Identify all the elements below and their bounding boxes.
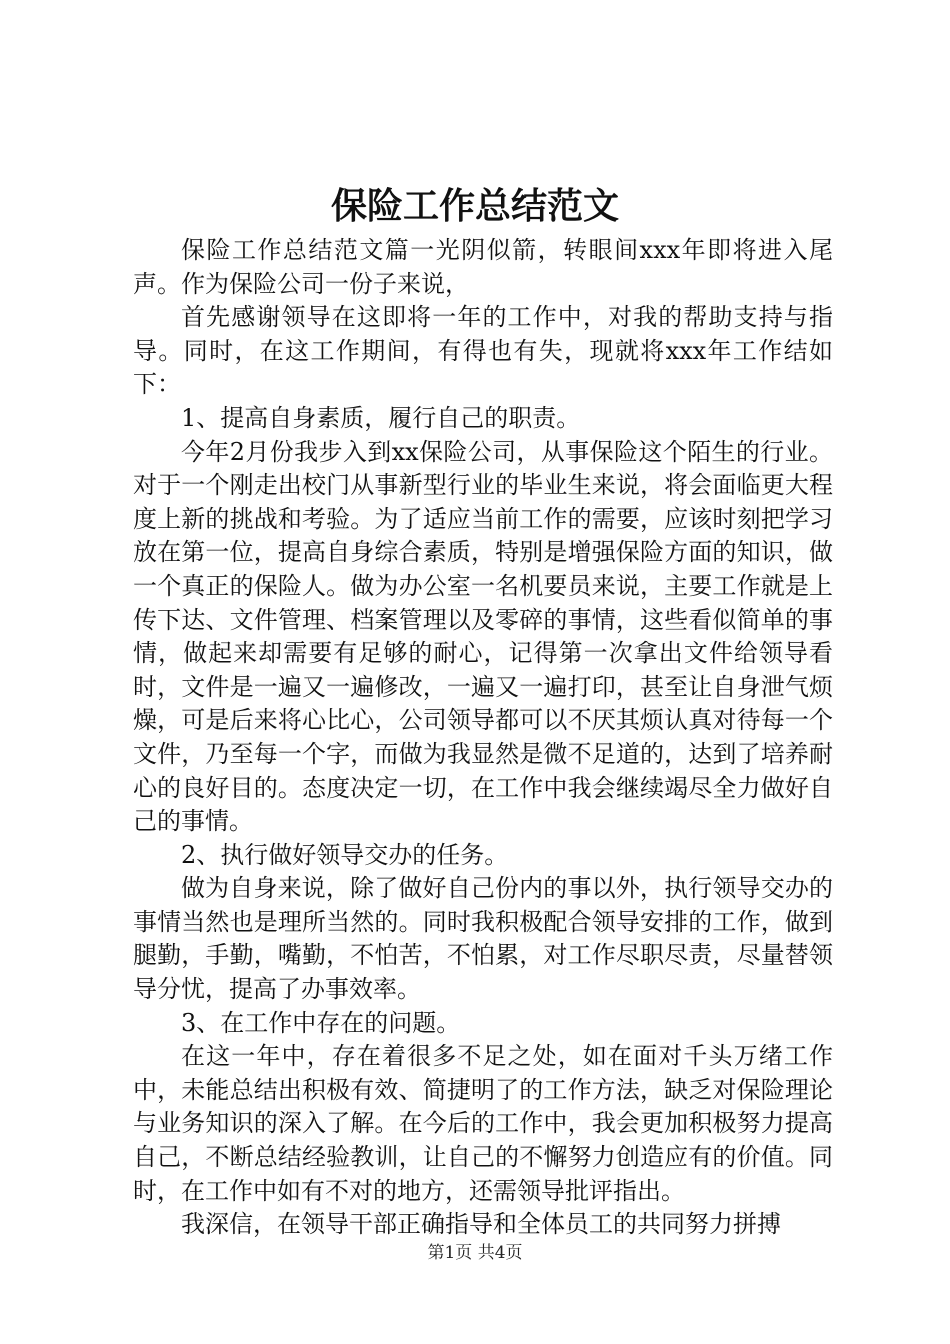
section-heading: 3、在工作中存在的问题。 <box>181 1008 461 1037</box>
section-heading: 1、提高自身素质，履行自己的职责。 <box>181 403 581 432</box>
section-heading: 2、执行做好领导交办的任务。 <box>181 840 509 869</box>
document-title: 保险工作总结范文 <box>330 185 619 227</box>
paragraph: 在这一年中，存在着很多不足之处，如在面对千头万绪工作中，未能总结出积极有效、简捷明了的工作方法，缺乏对保险理论与业务知识的深入了解。在今后的工作中，我会更加积极努力提高自己，不断总结经验教训，让自己的不懈努力创造应有的价值。同时，在工作中如有不对的地方，还需领导批评指出。 <box>133 1042 833 1205</box>
page-number-footer: 第1页 共4页 <box>427 1243 523 1263</box>
document-body <box>133 234 833 1242</box>
paragraph: 今年2月份我步入到xx保险公司，从事保险这个陌生的行业。对于一个刚走出校门从事新型行业的毕业生来说，将会面临更大程度上新的挑战和考验。为了适应当前工作的需要，应该时刻把学习放在第一位，提高自身综合素质，特别是增强保险方面的知识，做一个真正的保险人。做为办公室一名机要员来说，主要工作就是上传下达、文件管理、档案管理以及零碎的事情，这些看似简单的事情，做起来却需要有足够的耐心，记得第一次拿出文件给领导看时，文件是一遍又一遍修改，一遍又一遍打印，甚至让自身泄气烦燥，可是后来将心比心，公司领导都可以不厌其烦认真对待每一个文件，乃至每一个字，而做为我显然是微不足道的，达到了培养耐心的良好目的。态度决定一切，在工作中我会继续竭尽全力做好自己的事情。 <box>133 437 833 836</box>
paragraph: 我深信，在领导干部正确指导和全体员工的共同努力拼搏 <box>181 1210 781 1239</box>
paragraph: 首先感谢领导在这即将一年的工作中，对我的帮助支持与指导。同时，在这工作期间，有得也有失，现就将xxx年工作结如下： <box>133 303 833 399</box>
paragraph: 保险工作总结范文篇一光阴似箭，转眼间xxx年即将进入尾声。作为保险公司一份子来说， <box>133 236 833 298</box>
paragraph: 做为自身来说，除了做好自己份内的事以外，执行领导交办的事情当然也是理所当然的。同时我积极配合领导安排的工作，做到腿勤，手勤，嘴勤，不怕苦，不怕累，对工作尽职尽责，尽量替领导分忧，提高了办事效率。 <box>133 874 833 1004</box>
